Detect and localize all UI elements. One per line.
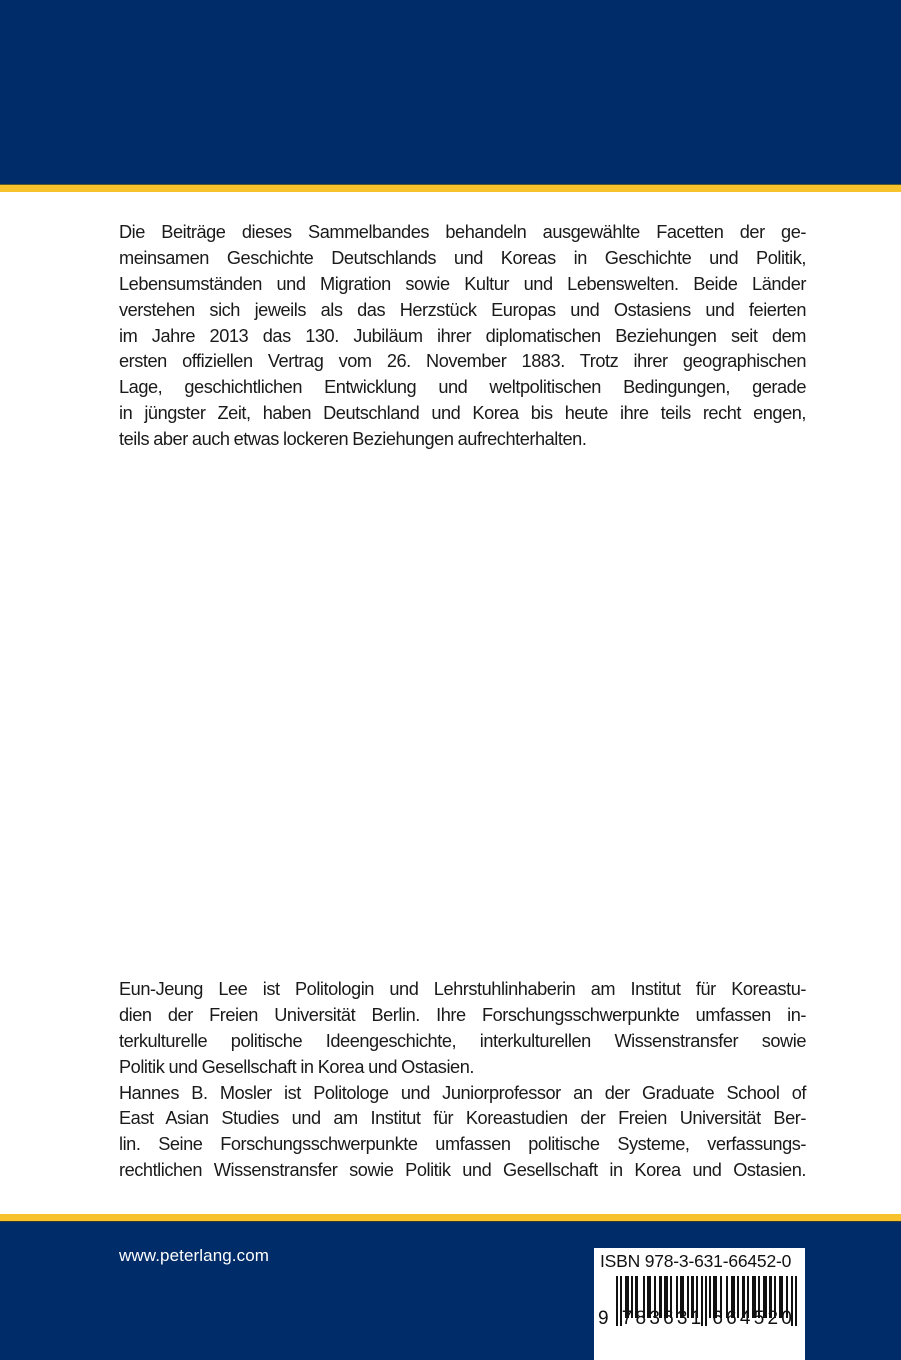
author-bio-line: East Asian Studies und am Institut für Koreastudien der Freien Universität Ber- (119, 1108, 806, 1129)
author-bios (119, 977, 806, 1184)
author-bio-line: Politik und Gesellschaft in Korea und Ostasien. (119, 1056, 474, 1077)
blurb-line: Lage, geschichtlichen Entwicklung und weltpolitischen Bedingungen, gerade (119, 377, 806, 398)
barcode-digits-group1: 783631 (621, 1308, 705, 1329)
isbn-barcode-box (594, 1248, 805, 1360)
isbn-label: ISBN 978-3-631-66452-0 (600, 1251, 792, 1271)
blurb-line: in jüngster Zeit, haben Deutschland und Korea bis heute ihre teils recht engen, (119, 403, 806, 424)
author-bio-line: Eun-Jeung Lee ist Politologin und Lehrstuhlinhaberin am Institut für Koreastu- (119, 979, 806, 999)
author-bio-line: terkulturelle politische Ideengeschichte, interkulturellen Wissenstransfer sowie (119, 1030, 806, 1051)
author-bio-line: rechtlichen Wissenstransfer sowie Politik und Gesellschaft in Korea und Ostasien. (119, 1160, 806, 1181)
blurb-line: im Jahre 2013 das 130. Jubiläum ihrer diplomatischen Beziehungen seit dem (119, 325, 806, 346)
bottom-yellow-stripe (0, 1214, 901, 1222)
top-color-band (0, 0, 901, 184)
author-bio-line: lin. Seine Forschungsschwerpunkte umfassen politische Systeme, verfassungs- (119, 1134, 806, 1155)
blurb-line: teils aber auch etwas lockeren Beziehungen aufrechterhalten. (119, 429, 587, 450)
barcode-digit-prefix: 9 (598, 1308, 612, 1329)
blurb-line: Lebensumständen und Migration sowie Kultur und Lebenswelten. Beide Länder (119, 273, 806, 294)
blurb-line: meinsamen Geschichte Deutschlands und Koreas in Geschichte und Politik, (119, 247, 806, 268)
author-bio-line: dien der Freien Universität Berlin. Ihre Forschungsschwerpunkte umfassen in- (119, 1004, 806, 1025)
barcode-number (598, 1308, 795, 1330)
top-yellow-stripe (0, 184, 901, 192)
author-bio-line: Hannes B. Mosler ist Politologe und Juniorprofessor an der Graduate School of (119, 1082, 806, 1103)
blurb-line: ersten offiziellen Vertrag vom 26. November 1883. Trotz ihrer geographischen (119, 351, 806, 372)
barcode-digits-group2: 664520 (712, 1308, 795, 1329)
blurb-line: Die Beiträge dieses Sammelbandes behandeln ausgewählte Facetten der ge- (119, 222, 806, 242)
blurb-line: verstehen sich jeweils als das Herzstück Europas und Ostasiens und feierten (119, 299, 806, 320)
blurb-paragraph (119, 220, 806, 453)
publisher-url-link[interactable]: www.peterlang.com (119, 1246, 270, 1265)
